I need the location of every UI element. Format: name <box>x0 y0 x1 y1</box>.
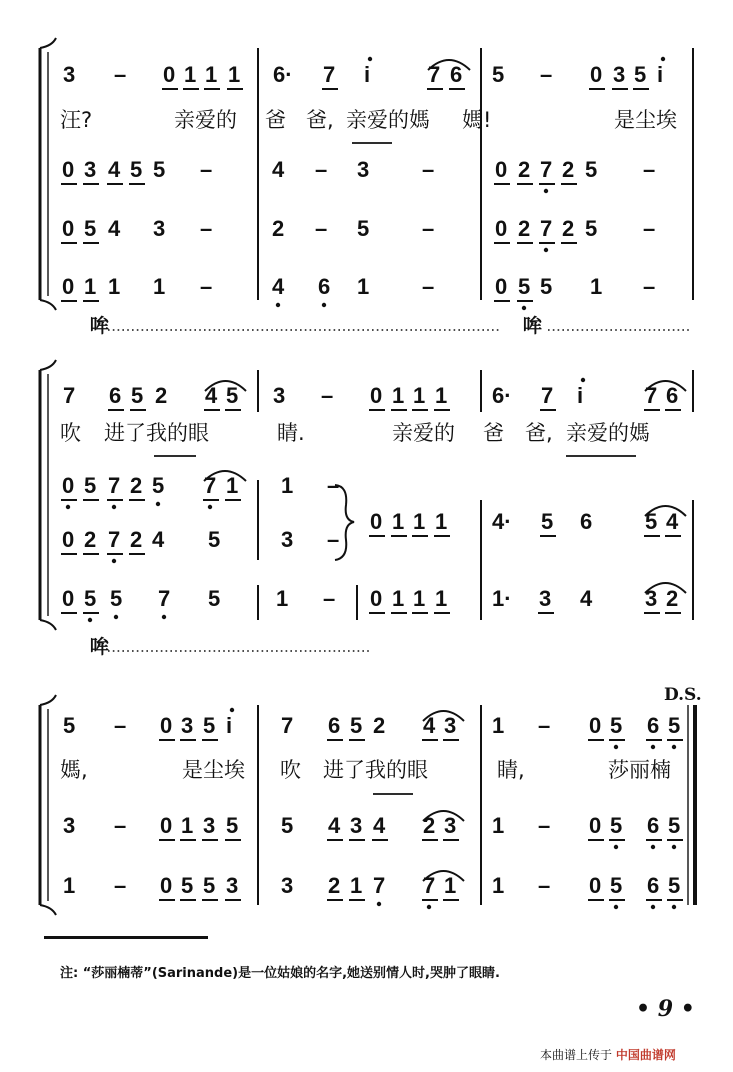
note: 1 <box>413 586 426 611</box>
note: 5 <box>610 873 623 898</box>
note: 7 <box>108 473 121 498</box>
note: 5 <box>585 157 598 182</box>
note: – <box>114 713 127 738</box>
note: – <box>200 216 213 241</box>
note: – <box>422 216 435 241</box>
note: 3 <box>357 157 370 182</box>
note: 1 <box>184 62 197 87</box>
octave-dot-high <box>368 57 372 61</box>
note: 5 <box>203 713 216 738</box>
note: – <box>538 873 551 898</box>
note: – <box>422 157 435 182</box>
note: 0 <box>62 157 75 182</box>
note: 6 <box>666 383 679 408</box>
note: 6· <box>273 62 293 87</box>
bracket-hook <box>40 38 56 48</box>
lyric-word: 莎丽楠 <box>608 758 671 782</box>
note: 0 <box>62 527 75 552</box>
note: 1 <box>444 873 457 898</box>
note: 2 <box>84 527 97 552</box>
octave-dot-low <box>544 189 548 193</box>
note: 1 <box>492 873 505 898</box>
note: i <box>657 62 664 87</box>
note: 6 <box>109 383 122 408</box>
upload-brand[interactable]: 中国曲谱网 <box>615 1048 676 1062</box>
note: 2 <box>272 216 285 241</box>
octave-dot-low <box>112 559 116 563</box>
note: 1· <box>492 586 512 611</box>
note: 4 <box>328 813 341 838</box>
note: 7 <box>204 473 217 498</box>
note: 4 <box>373 813 386 838</box>
note: – <box>200 157 213 182</box>
note: 5 <box>226 813 239 838</box>
note: 3 <box>281 527 294 552</box>
note: 2 <box>130 473 143 498</box>
note: 5 <box>84 216 97 241</box>
note: – <box>643 216 656 241</box>
note: 4· <box>492 509 512 534</box>
note: 1 <box>205 62 218 87</box>
note: – <box>643 157 656 182</box>
note: 1 <box>435 509 448 534</box>
note: 2 <box>562 216 575 241</box>
hum-label: 哞 <box>523 315 543 337</box>
lyric-word: 汪? <box>60 108 93 132</box>
octave-dot-low <box>208 505 212 509</box>
note: 1 <box>435 586 448 611</box>
note: 7 <box>158 586 171 611</box>
note: – <box>327 473 340 498</box>
note: 0 <box>163 62 176 87</box>
note: – <box>323 586 336 611</box>
note: 5 <box>645 509 658 534</box>
note: 4 <box>205 383 218 408</box>
lyric-word: 爸 <box>265 108 286 132</box>
note: 4 <box>666 509 679 534</box>
note: 7 <box>423 873 436 898</box>
note: 0 <box>160 873 173 898</box>
note: 3 <box>350 813 363 838</box>
note: 3 <box>63 813 76 838</box>
note: 5 <box>63 713 76 738</box>
lyric-word: 睛, <box>497 758 525 782</box>
note: 4 <box>272 274 285 299</box>
note: 0 <box>495 157 508 182</box>
note: 1 <box>492 813 505 838</box>
note: 5 <box>208 586 221 611</box>
upload-text: 本曲谱上传于 <box>540 1048 613 1062</box>
note: 5 <box>203 873 216 898</box>
octave-dot-low <box>322 303 326 307</box>
note: – <box>321 383 334 408</box>
note: 5 <box>208 527 221 552</box>
note: 3 <box>226 873 239 898</box>
bracket-hook <box>40 620 56 630</box>
note: 1 <box>435 383 448 408</box>
note: 3 <box>181 713 194 738</box>
octave-dot-low <box>672 745 676 749</box>
note: 0 <box>160 713 173 738</box>
note: 0 <box>370 509 383 534</box>
note: 1 <box>357 274 370 299</box>
footnote-rule <box>44 936 208 939</box>
note: – <box>315 216 328 241</box>
note: 6· <box>492 383 512 408</box>
note: 3 <box>84 157 97 182</box>
lyric-word: 亲爱的媽 <box>346 108 430 132</box>
note: 1 <box>228 62 241 87</box>
note: i <box>577 383 584 408</box>
note: 0 <box>160 813 173 838</box>
note: 0 <box>589 713 602 738</box>
note: 4 <box>108 157 121 182</box>
note: 3 <box>645 586 658 611</box>
note: – <box>538 713 551 738</box>
octave-dot-low <box>672 905 676 909</box>
note: 3 <box>444 713 457 738</box>
note: 5 <box>357 216 370 241</box>
note: 7 <box>373 873 386 898</box>
note: 0 <box>589 813 602 838</box>
note: 5 <box>84 473 97 498</box>
octave-dot-high <box>581 378 585 382</box>
note: 5 <box>668 713 681 738</box>
note: 5 <box>541 509 554 534</box>
note: 2 <box>518 157 531 182</box>
upload-credit <box>540 1046 676 1063</box>
note: 2 <box>328 873 341 898</box>
note: 6 <box>647 873 660 898</box>
note: 5 <box>110 586 123 611</box>
octave-dot-low <box>672 845 676 849</box>
lyric-word: 睛. <box>277 421 305 445</box>
note: 5 <box>84 586 97 611</box>
lyric-word: 进了我的眼 <box>104 421 209 445</box>
note: 0 <box>589 873 602 898</box>
note: 0 <box>62 216 75 241</box>
note: 7 <box>281 713 294 738</box>
lyric-word: 爸 <box>483 421 504 445</box>
lyric-word: 吹 <box>280 758 301 782</box>
note: 5 <box>585 216 598 241</box>
note: 7 <box>428 62 441 87</box>
note: 4 <box>272 157 285 182</box>
note: 5 <box>153 157 166 182</box>
note: 1 <box>153 274 166 299</box>
octave-dot-low <box>162 615 166 619</box>
note: 5 <box>634 62 647 87</box>
note: 2 <box>518 216 531 241</box>
note: 1 <box>392 509 405 534</box>
octave-dot-low <box>614 905 618 909</box>
bracket-hook <box>40 300 56 310</box>
octave-dot-low <box>66 505 70 509</box>
note: 1 <box>413 383 426 408</box>
hum-label: 哞 <box>90 636 110 658</box>
octave-dot-low <box>651 905 655 909</box>
note: 0 <box>62 473 75 498</box>
lyric-word: 媽! <box>462 108 492 132</box>
note: 1 <box>413 509 426 534</box>
octave-dot-high <box>661 57 665 61</box>
octave-dot-low <box>156 502 160 506</box>
note: 7 <box>645 383 658 408</box>
note: – <box>114 873 127 898</box>
lyric-word: 是尘埃 <box>182 758 245 782</box>
octave-dot-low <box>614 745 618 749</box>
note: 7 <box>323 62 336 87</box>
octave-dot-low <box>522 306 526 310</box>
note: 0 <box>62 586 75 611</box>
note: 1 <box>181 813 194 838</box>
note: 6 <box>647 713 660 738</box>
note: i <box>364 62 371 87</box>
note: 3 <box>273 383 286 408</box>
note: 1 <box>392 586 405 611</box>
note: 0 <box>62 274 75 299</box>
note: 1 <box>392 383 405 408</box>
note: 3 <box>539 586 552 611</box>
lyric-word: 是尘埃 <box>614 108 677 132</box>
note: – <box>200 274 213 299</box>
note: 1 <box>63 873 76 898</box>
note: 5 <box>152 473 165 498</box>
note: 4 <box>108 216 121 241</box>
bracket-hook <box>40 360 56 370</box>
note: – <box>327 527 340 552</box>
note: 6 <box>647 813 660 838</box>
note: – <box>422 274 435 299</box>
note: 5 <box>610 713 623 738</box>
note: 6 <box>580 509 593 534</box>
lyric-word: 爸, <box>525 421 553 445</box>
note: 7 <box>541 383 554 408</box>
note: 3 <box>444 813 457 838</box>
lyric-word: 亲爱的 <box>392 421 455 445</box>
note: 1 <box>590 274 603 299</box>
note: – <box>540 62 553 87</box>
lyric-word: 媽, <box>60 758 88 782</box>
note: 5 <box>181 873 194 898</box>
note: 3 <box>281 873 294 898</box>
note: 3 <box>153 216 166 241</box>
note: 2 <box>423 813 436 838</box>
note: 0 <box>370 586 383 611</box>
octave-dot-low <box>427 905 431 909</box>
bracket-hook <box>40 905 56 915</box>
octave-dot-low <box>114 615 118 619</box>
note: 7 <box>540 157 553 182</box>
note: 7 <box>540 216 553 241</box>
note: 1 <box>226 473 239 498</box>
note: 4 <box>580 586 593 611</box>
note: 4 <box>423 713 436 738</box>
note: 5 <box>518 274 531 299</box>
octave-dot-low <box>112 505 116 509</box>
note: 5 <box>226 383 239 408</box>
note: 6 <box>450 62 463 87</box>
note: 5 <box>281 813 294 838</box>
page-number: • 9 • <box>636 996 695 1022</box>
note: – <box>538 813 551 838</box>
octave-dot-low <box>544 248 548 252</box>
note: 0 <box>495 216 508 241</box>
lyric-word: 吹 <box>60 421 81 445</box>
note: 5 <box>350 713 363 738</box>
note: 6 <box>328 713 341 738</box>
note: 2 <box>373 713 386 738</box>
note: 5 <box>668 873 681 898</box>
note: 0 <box>495 274 508 299</box>
octave-dot-low <box>614 845 618 849</box>
note: 1 <box>108 274 121 299</box>
octave-dot-low <box>651 745 655 749</box>
bracket-hook <box>40 695 56 705</box>
note: 0 <box>370 383 383 408</box>
note: 7 <box>108 527 121 552</box>
note: 0 <box>590 62 603 87</box>
ds-mark: D.S. <box>664 685 702 705</box>
note: – <box>315 157 328 182</box>
note: 2 <box>666 586 679 611</box>
hum-label: 哞 <box>90 315 110 337</box>
note: – <box>114 813 127 838</box>
lyric-word: 亲爱的媽 <box>566 421 650 445</box>
octave-dot-low <box>276 303 280 307</box>
note: i <box>226 713 233 738</box>
note: 5 <box>540 274 553 299</box>
note: – <box>643 274 656 299</box>
note: 2 <box>155 383 168 408</box>
note: 3 <box>613 62 626 87</box>
note: 5 <box>492 62 505 87</box>
note: – <box>114 62 127 87</box>
note: 6 <box>318 274 331 299</box>
lyric-word: 亲爱的 <box>174 108 237 132</box>
note: 5 <box>610 813 623 838</box>
note: 5 <box>668 813 681 838</box>
footnote: 注: “莎丽楠蒂”(Sarinande)是一位姑娘的名字,她送别情人时,哭肿了眼睛. <box>60 966 500 981</box>
note: 1 <box>350 873 363 898</box>
octave-dot-low <box>651 845 655 849</box>
note: 3 <box>63 62 76 87</box>
octave-dot-low <box>88 618 92 622</box>
note: 2 <box>130 527 143 552</box>
octave-dot-high <box>230 708 234 712</box>
note: 2 <box>562 157 575 182</box>
lyric-word: 爸, <box>306 108 334 132</box>
note: 1 <box>281 473 294 498</box>
note: 5 <box>130 157 143 182</box>
octave-dot-low <box>377 902 381 906</box>
note: 7 <box>63 383 76 408</box>
note: 4 <box>152 527 165 552</box>
lyric-word: 进了我的眼 <box>323 758 428 782</box>
note: 5 <box>131 383 144 408</box>
note: 1 <box>492 713 505 738</box>
note: 3 <box>203 813 216 838</box>
note: 1 <box>276 586 289 611</box>
note: 1 <box>84 274 97 299</box>
